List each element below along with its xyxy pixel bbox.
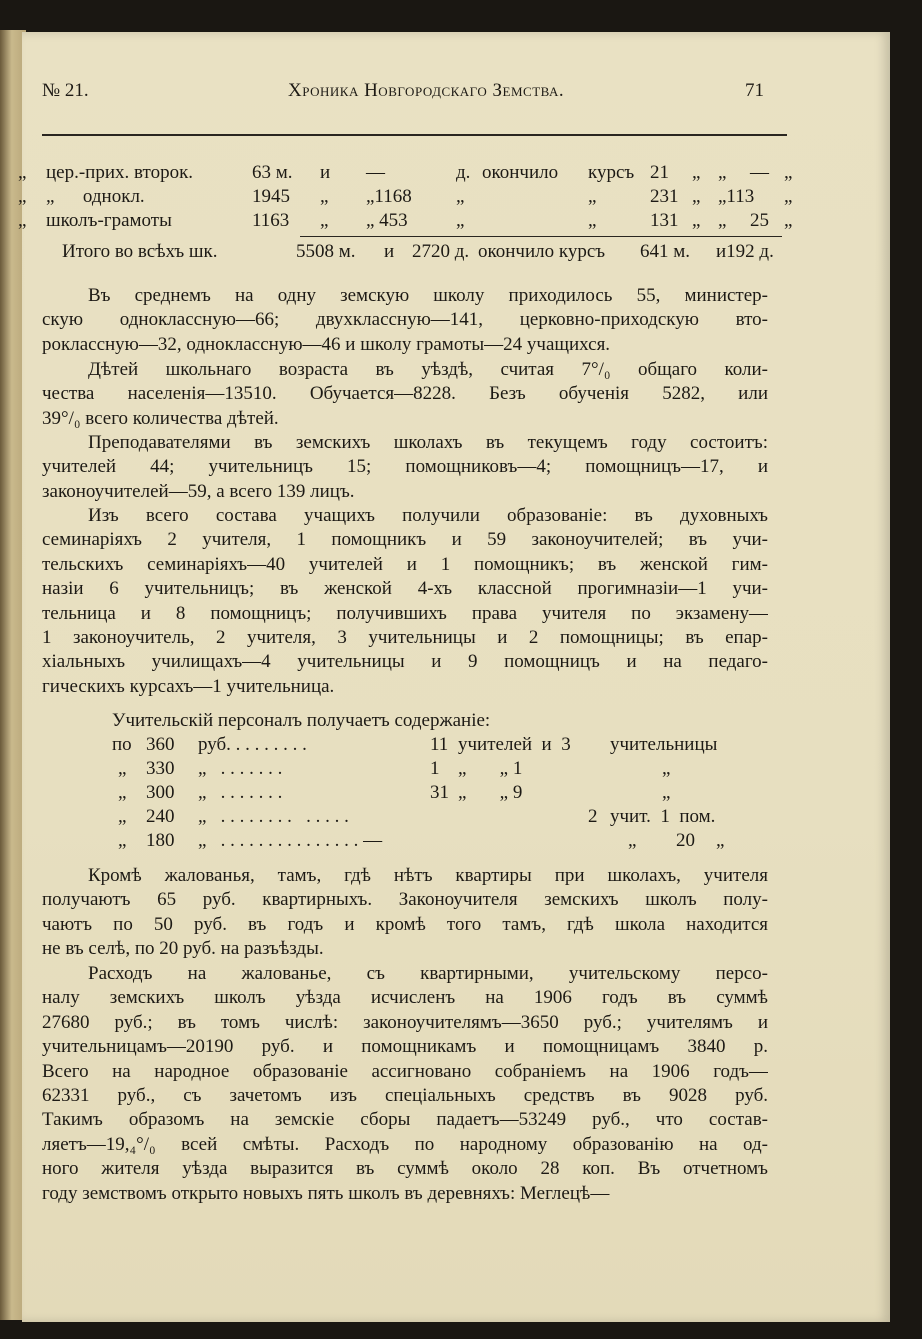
table-cell: „ [692,210,701,231]
table-cell: — [750,162,769,183]
table-cell: 1945 [252,186,290,207]
table-cell: „ [456,186,465,207]
salary-cell: 31 [430,782,449,803]
text-line: учительницамъ—20190 руб. и помощникамъ и помощницамъ 3840 р. [42,1036,768,1058]
table-total-rule [300,236,782,237]
text-line: роклассную—32, одноклассную—46 и школу грамоты—24 учащихся. [42,333,611,355]
table-cell: „ [456,210,465,231]
text-line: семинаріяхъ 2 учителя, 1 помощникъ и 59 законоучителей; въ учи- [42,529,768,551]
salary-cell: по [112,734,132,755]
total-cell: 2720 д. [412,241,470,262]
salary-cell: учит. 1 пом. [610,806,716,827]
text-line: ляетъ—19,₄°/₀ всей смѣты. Расходъ по народному образованію на од- [42,1133,768,1155]
salary-cell: „ [118,830,127,851]
text-line: чества населенія—13510. Обучается—8228. Безъ обученія 5282, или [42,383,768,405]
salary-cell: учителей и 3 [458,734,571,755]
paragraph-expenditure [42,962,768,1206]
salary-cell: „ „ 1 [458,758,523,779]
total-cell: 5508 м. [296,241,356,262]
text-line: 39°/₀ всего количества дѣтей. [42,407,279,429]
salary-cell: руб. . . . . . . . . [198,734,307,755]
total-cell: и192 д. [716,241,774,262]
text-line: законоучителей—59, а всего 139 лицъ. [42,480,355,502]
total-cell: окончило курсъ [478,241,606,262]
table-cell: курсъ [588,162,635,183]
salary-row [0,758,790,782]
table-row [18,186,793,212]
table-cell: „113 [718,186,755,207]
header-rule [42,134,787,136]
table-cell: д. [456,162,471,183]
salary-cell: „ [716,830,725,851]
table-cell: „ [784,186,793,207]
text-line: назіи 6 учительницъ; въ женской 4-хъ классной прогимназіи—1 учи- [42,578,768,600]
paragraph-allowances [42,864,768,962]
text-line: хіальныхъ училищахъ—4 учительницы и 9 помощницъ и на педаго- [42,651,768,673]
paragraph-teacher-education [42,504,768,699]
table-row [18,210,793,236]
salary-cell: 2 [588,806,598,827]
text-line: Такимъ образомъ на земскіе сборы падаетъ—53249 руб., что состав- [42,1109,768,1131]
text-line: получаютъ 65 руб. квартирныхъ. Законоучителя земскихъ школъ полу- [42,889,768,911]
table-cell: 131 [650,210,679,231]
text-line: Преподавателями въ земскихъ школахъ въ текущемъ году состоитъ: [88,432,768,453]
table-cell: „ [718,162,727,183]
table-cell: „ [18,186,27,207]
table-total-row [42,241,774,267]
text-line: учителей 44; учительницъ 15; помощниковъ—4; помощницъ—17, и [42,456,768,478]
salary-intro: Учительскій персоналъ получаетъ содержаніе: [112,710,491,731]
table-cell: школъ-грамоты [46,210,172,231]
table-cell: „ 453 [366,210,408,231]
text-line: налу земскихъ школъ уѣзда исчисленъ на 1906 годъ въ суммѣ [42,987,768,1009]
table-cell: 1163 [252,210,290,231]
table-cell: 231 [650,186,679,207]
salary-row [0,734,790,758]
table-cell: „ [18,210,27,231]
text-line: гическихъ курсахъ—1 учительница. [42,675,335,697]
table-cell: 25 [750,210,769,231]
text-line: не въ селѣ, по 20 руб. на разъѣзды. [42,938,324,960]
text-line: Изъ всего состава учащихъ получили образованіе: въ духовныхъ [88,505,768,526]
page-number: 71 [745,80,764,101]
total-cell: и [384,241,395,262]
text-line: чаютъ по 50 руб. въ годъ и кромѣ того тамъ, гдѣ школа находится [42,913,768,935]
salary-cell: „ . . . . . . . [198,782,283,803]
paragraph-school-age-children [42,358,768,431]
table-cell: цер.-прих. второк. [46,162,194,183]
salary-cell: „ [118,806,127,827]
header-title: Хроника Новгородскаго Земства. [288,80,565,101]
salary-cell: 1 [430,758,440,779]
text-line: Въ среднемъ на одну земскую школу приходилось 55, министер- [88,285,768,306]
table-cell: „ [320,210,329,231]
salary-cell: „ „ 9 [458,782,523,803]
salary-cell: „ . . . . . . . . . . . . . [198,806,349,827]
table-cell: 21 [650,162,669,183]
table-cell: „ [588,210,597,231]
salary-cell: „ . . . . . . . . . . . . . . . — [198,830,383,851]
salary-cell: „ [628,830,637,851]
salary-cell: 360 [146,734,175,755]
text-line: году земствомъ открыто новыхъ пять школъ въ деревняхъ: Меглецѣ— [42,1182,610,1204]
salary-cell: 300 [146,782,175,803]
table-cell: „ [18,162,27,183]
total-cell: 641 м. [640,241,691,262]
salary-row [0,782,790,806]
text-line: Расходъ на жалованье, съ квартирными, учительскому персо- [88,963,768,984]
table-cell: „ [320,186,329,207]
text-line: Кромѣ жалованья, тамъ, гдѣ нѣтъ квартиры при школахъ, учителя [88,865,768,886]
salary-cell: „ [118,758,127,779]
salary-cell: 180 [146,830,175,851]
salary-cell: „ [662,758,671,779]
text-line: ного жителя уѣзда выразится въ суммѣ около 28 коп. Въ отчетномъ [42,1158,768,1180]
salary-cell: „ [118,782,127,803]
table-row [18,162,793,188]
text-line: 27680 руб.; въ томъ числѣ: законоучителямъ—3650 руб.; учителямъ и [42,1011,768,1033]
table-cell: „ [692,162,701,183]
salary-cell: 240 [146,806,175,827]
salary-cell: „ . . . . . . . [198,758,283,779]
table-cell: „ [718,210,727,231]
table-cell: окончило [482,162,559,183]
table-cell: „ [784,210,793,231]
salary-cell: 20 [676,830,695,851]
salary-cell: 330 [146,758,175,779]
text-line: Всего на народное образованіе ассигновано собраніемъ на 1906 годъ— [42,1060,768,1082]
table-cell: „ [784,162,793,183]
text-line: скую одноклассную—66; двухклассную—141, церковно-приходскую вто- [42,309,768,331]
running-header [42,80,764,106]
table-cell: — [366,162,385,183]
table-cell: и [320,162,331,183]
table-cell: „1168 [366,186,412,207]
salary-row [0,830,790,854]
text-line: 62331 руб., съ зачетомъ изъ спеціальныхъ средствъ въ 9028 руб. [42,1084,768,1106]
salary-cell: „ [662,782,671,803]
table-cell: „ [692,186,701,207]
table-cell: 63 м. [252,162,293,183]
text-line: тельница и 8 помощницъ; получившихъ права учителя по экзамену— [42,602,768,624]
paragraph-school-averages [42,284,768,357]
salary-cell: 11 [430,734,449,755]
salary-cell: учительницы [610,734,718,755]
table-cell: „ [588,186,597,207]
issue-number: № 21. [42,80,89,101]
text-line: тельскихъ семинаріяхъ—40 учителей и 1 помощникъ; въ женской гим- [42,553,768,575]
salary-row [0,806,790,830]
text-line: Дѣтей школьнаго возраста въ уѣздѣ, считая 7°/₀ общаго коли- [88,359,768,380]
paragraph-teachers-count [42,431,768,504]
total-cell: Итого во всѣхъ шк. [62,241,218,262]
table-cell: „ однокл. [46,186,145,207]
text-line: 1 законоучитель, 2 учителя, 3 учительницы и 2 помощницы; въ епар- [42,626,768,648]
